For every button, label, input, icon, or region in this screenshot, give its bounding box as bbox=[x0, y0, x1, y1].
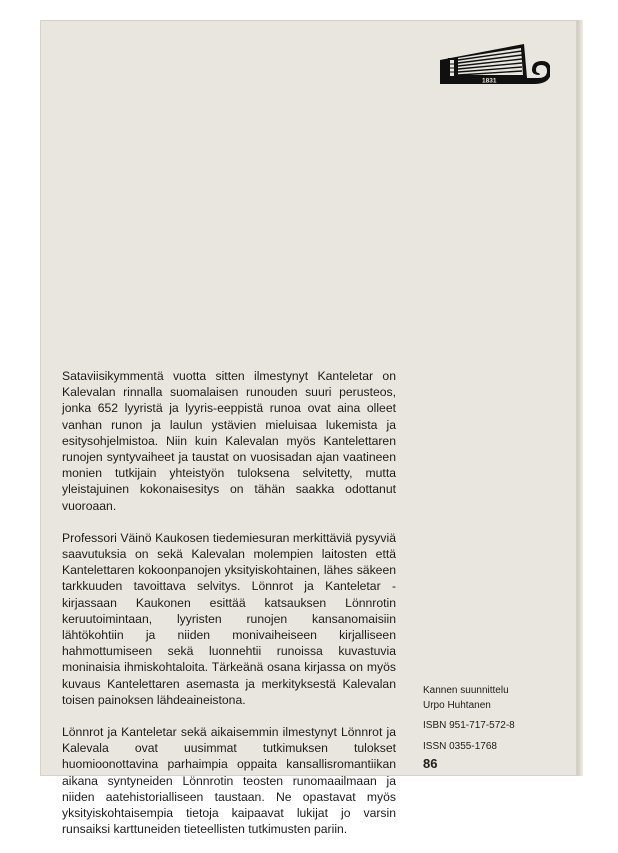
cover-edge bbox=[577, 20, 583, 776]
kantele-icon bbox=[434, 38, 550, 96]
publisher-logo bbox=[434, 38, 550, 96]
cover-designer-label: Kannen suunnittelu bbox=[423, 685, 509, 696]
issn: ISSN 0355-1768 bbox=[423, 740, 497, 752]
blurb-paragraph: Sataviisikymmentä vuotta sitten ilmestynyt Kanteletar on Kalevalan rinnalla suomalaisen runouden suuri perusteos, jonka 652 lyyristä ja lyyris-eeppistä runoa ovat aina olleet vanhan runon ja laulun ystävien mieluisaa lukemista ja esitysohjelmistoa. Niin kuin Kalevalan myös Kantelettaren runojen syntyvaiheet ja taustat on vuosisadan ajan vaatineen monien tutkijain yhteistyön tuloksena selvitetty, mutta yleistajuinen kokonaisesitys on tähän saakka odottanut vuoroaan. bbox=[62, 369, 396, 513]
cover-designer-name: Urpo Huhtanen bbox=[423, 699, 491, 711]
price-code: 86 bbox=[423, 756, 438, 772]
isbn: ISBN 951-717-572-8 bbox=[423, 720, 515, 732]
blurb-paragraph: Lönnrot ja Kanteletar sekä aikaisemmin ilmestynyt Lönnrot ja Kalevala ovat uusimmat tutkimuksen tulokset huomioonottavina parhaimpia oppaita kansallisromantiikan aikana syntyneiden Lönnrotin teosten runomaailmaan ja niiden aatehistorialliseen taustaan. Ne opastavat myös yksityiskohtaisempia tietoja kaipaavat lukijat jo varsin runsaiksi karttuneiden tieteellisten tutkimusten pariin. bbox=[62, 725, 396, 837]
credits-block bbox=[423, 684, 573, 772]
logo-year: 1831 bbox=[482, 77, 497, 85]
blurb-text bbox=[62, 368, 396, 853]
blurb-paragraph: Professori Väinö Kaukosen tiedemiesuran merkittäviä pysyviä saavutuksia on sekä Kalevalan molempien laitosten että Kantelettaren kokoonpanojen yksityiskohtainen, lähes säkeen tarkkuuden tavoittava selvitys. Lönnrot ja Kanteletar -kirjassaan Kaukonen esittää katsauksen Lönnrotin keruutoimintaan, lyyristen runojen kansanomaisiin lähtökohtiin ja niiden monivaiheiseen kirjalliseen hahmottumiseen sekä luonnehtii runoissa kuvastuvia moninaisia ihmiskohtaloita. Tärkeänä osana kirjassa on myös kuvaus Kantelettaren asemasta ja merkityksestä Kalevalan toisen painoksen lähdeaineistona. bbox=[62, 530, 396, 707]
